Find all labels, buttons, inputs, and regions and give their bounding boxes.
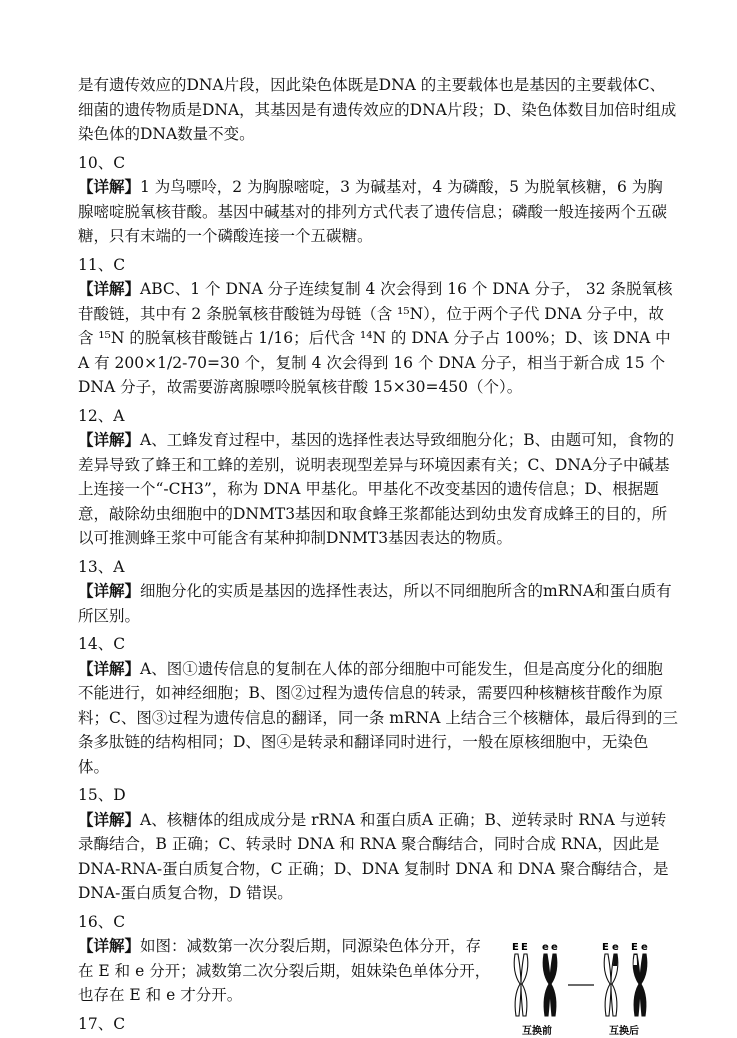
q17-answer: 17、C (78, 1014, 126, 1033)
gene-label-E: E (631, 942, 638, 953)
q16-explanation (78, 934, 493, 1008)
q11-answer: 11、C (78, 255, 126, 274)
q12-answer: 12、A (78, 406, 125, 425)
q14-explanation (78, 657, 678, 780)
q14-text: A、图①遗传信息的复制在人体的部分细胞中可能发生，但是高度分化的细胞不能进行，如神经细胞；B、图②过程为遗传信息的转录，需要四种核糖核苷酸作为原料；C、图③过程为遗传信息的翻译，同一条 mRNA 上结合三个核糖体，最后得到的三条多肽链的结构相同；D、图④是转录和翻译同时进行，一般在原核细胞中，无染色体。 (78, 659, 678, 776)
chromosome-black-before (543, 954, 557, 1016)
q13-text: 细胞分化的实质是基因的选择性表达，所以不同细胞所含的mRNA和蛋白质有所区别。 (78, 582, 672, 625)
crossover-diagram (506, 938, 656, 1038)
q14-answer: 14、C (78, 635, 126, 653)
q15-text: A、核糖体的组成成分是 rRNA 和蛋白质A 正确；B、逆转录时 RNA 与逆转录酶结合，B 正确；C、转录时 DNA 和 RNA 聚合酶结合，同时合成 RNA，因此是 DNA-RNA-蛋白质复合物，C 正确；D、DNA 复制时 DNA 和 DNA 聚合酶结合，是 DNA-蛋白质复合物，D 错误。 (78, 810, 669, 902)
q16-text: 如图：减数第一次分裂后期，同源染色体分开，存在 E 和 e 分开；减数第二次分裂后期，姐妹染色单体分开，也存在 E 和 e 才分开。 (78, 937, 491, 1004)
detail-tag: 【详解】 (78, 177, 141, 196)
caption-before: 互换前 (522, 1026, 552, 1037)
gene-label-e: e (612, 942, 619, 953)
detail-tag: 【详解】 (78, 581, 141, 600)
q11-explanation (78, 277, 678, 400)
crossover-figure (506, 938, 656, 1038)
gene-label-E: E (521, 942, 528, 953)
chromosome-black-after (633, 954, 647, 1016)
gene-label-E: E (512, 942, 519, 953)
detail-tag: 【详解】 (78, 809, 141, 829)
q15-answer: 15、D (78, 786, 126, 804)
detail-tag: 【详解】 (78, 936, 141, 955)
document-page (78, 73, 678, 1036)
gene-label-E: E (602, 942, 609, 953)
detail-tag: 【详解】 (78, 658, 141, 678)
detail-tag: 【详解】 (78, 430, 141, 449)
gene-label-e: e (641, 942, 648, 953)
chromosome-white-before (514, 954, 528, 1016)
chromosome-white-after (604, 954, 618, 1016)
intro-paragraph: 是有遗传效应的DNA片段，因此染色体既是DNA 的主要载体也是基因的主要载体C、细菌的遗传物质是DNA，其基因是有遗传效应的DNA片段；D、染色体数目加倍时组成染色体的DNA数量不变。 (78, 76, 677, 143)
q12-explanation (78, 428, 678, 551)
q10-text: 1 为鸟嘌呤，2 为胸腺嘧啶，3 为碱基对，4 为磷酸，5 为脱氧核糖，6 为胸腺嘧啶脱氧核苷酸。基因中碱基对的排列方式代表了遗传信息；磷酸一般连接两个五碳糖，只有末端的一个磷酸连接一个五碳糖。 (78, 178, 668, 245)
caption-after: 互换后 (609, 1026, 639, 1037)
q10-answer: 10、C (78, 153, 126, 172)
q12-text: A、工蜂发育过程中，基因的选择性表达导致细胞分化；B、由题可知，食物的差异导致了蜂王和工蜂的差别，说明表现型差异与环境因素有关；C、DNA分子中碱基上连接一个“-CH3”，称为 DNA 甲基化。甲基化不改变基因的遗传信息；D、根据题意，敲除幼虫细胞中的DNMT3基因和取食蜂王浆都能达到幼虫发育成蜂王的目的，所以可推测蜂王浆中可能含有某种抑制DNMT3基因表达的物质。 (78, 431, 675, 547)
q11-text: ABC、1 个 DNA 分子连续复制 4 次会得到 16 个 DNA 分子， 32 条脱氧核苷酸链，其中有 2 条脱氧核苷酸链为母链（含 ¹⁵N），位于两个子代 DNA 分子中，故含 ¹⁵N 的脱氧核苷酸链占 1/16；后代含 ¹⁴N 的 DNA 分子占 100%；D、该 DNA 中 A 有 200×1/2-70=30 个，复制 4 次会得到 16 个 DNA 分子，相当于新合成 15 个 DNA 分子，故需要游离腺嘌呤脱氧核苷酸 15×30=450（个）。 (78, 280, 673, 396)
q15-explanation (78, 808, 678, 906)
q13-explanation (78, 579, 678, 628)
gene-label-e: e (551, 942, 558, 953)
q10-explanation (78, 175, 678, 249)
q13-answer: 13、A (78, 557, 125, 576)
q16-answer: 16、C (78, 912, 126, 931)
gene-label-e: e (542, 942, 549, 953)
detail-tag: 【详解】 (78, 279, 141, 298)
